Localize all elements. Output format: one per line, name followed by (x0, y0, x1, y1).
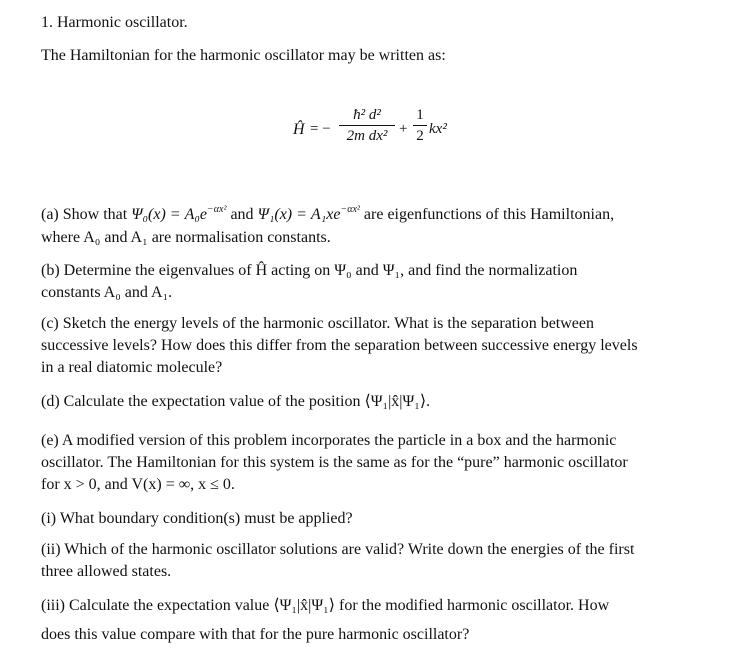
part-c-line-3: in a real diatomic molecule? (41, 359, 223, 376)
part-ii-line-2: three allowed states. (41, 563, 172, 580)
part-iii-line-1: (iii) Calculate the expectation value ⟨Ψ₁|x̂|Ψ₁⟩ for the modified harmonic oscillator. How (41, 597, 610, 614)
part-c-line-1: (c) Sketch the energy levels of the harmonic oscillator. What is the separation between (41, 315, 594, 332)
psi0-expression: Ψ₀(x) = A₀e (131, 206, 208, 223)
hamiltonian-fraction-half (413, 106, 427, 145)
psi1-expression: Ψ₁(x) = A₁xe (257, 206, 341, 223)
hamiltonian-potential-term: kx² (429, 121, 447, 137)
part-e-line-3: for x > 0, and V(x) = ∞, x ≤ 0. (41, 476, 235, 493)
hamiltonian-fraction-kinetic (339, 106, 395, 145)
fraction-half-numerator: 1 (416, 107, 424, 123)
part-a-and: and (226, 206, 258, 223)
part-a-intro: (a) Show that (41, 206, 132, 223)
hamiltonian-equals-minus: = − (310, 121, 331, 137)
fraction-kinetic-numerator: ħ² d² (353, 107, 381, 123)
fraction-half-bar (413, 125, 427, 126)
fraction-kinetic-denominator: 2m dx² (346, 128, 388, 144)
part-i-line-1: (i) What boundary condition(s) must be applied? (41, 510, 353, 527)
fraction-kinetic-bar (339, 125, 395, 126)
hamiltonian-lhs: Ĥ (293, 121, 305, 138)
part-e-line-2: oscillator. The Hamiltonian for this system is the same as for the “pure” harmonic oscillator (41, 454, 628, 471)
part-iii-line-2: does this value compare with that for the pure harmonic oscillator? (41, 626, 470, 643)
part-a-line-2: where A₀ and A₁ are normalisation constants. (41, 229, 331, 246)
part-d-line-1: (d) Calculate the expectation value of the position ⟨Ψ₁|x̂|Ψ₁⟩. (41, 393, 431, 410)
part-b-line-2: constants A₀ and A₁. (41, 284, 173, 301)
problem-title: 1. Harmonic oscillator. (41, 14, 188, 31)
hamiltonian-plus: + (399, 121, 408, 137)
part-ii-line-1: (ii) Which of the harmonic oscillator solutions are valid? Write down the energies of the first (41, 541, 635, 558)
fraction-half-denominator: 2 (416, 128, 424, 144)
psi0-exponent: −αx² (207, 204, 227, 215)
part-a-tail: are eigenfunctions of this Hamiltonian, (359, 206, 615, 223)
part-a-line-1 (41, 200, 614, 225)
part-c-line-2: successive levels? How does this differ from the separation between successive energy levels (41, 337, 638, 354)
part-e-line-1: (e) A modified version of this problem incorporates the particle in a box and the harmonic (41, 432, 617, 449)
intro-text: The Hamiltonian for the harmonic oscillator may be written as: (41, 47, 446, 64)
part-b-line-1: (b) Determine the eigenvalues of Ĥ acting on Ψ₀ and Ψ₁, and find the normalization (41, 262, 578, 279)
psi1-exponent: −αx² (340, 204, 360, 215)
hamiltonian-equation (293, 106, 493, 156)
